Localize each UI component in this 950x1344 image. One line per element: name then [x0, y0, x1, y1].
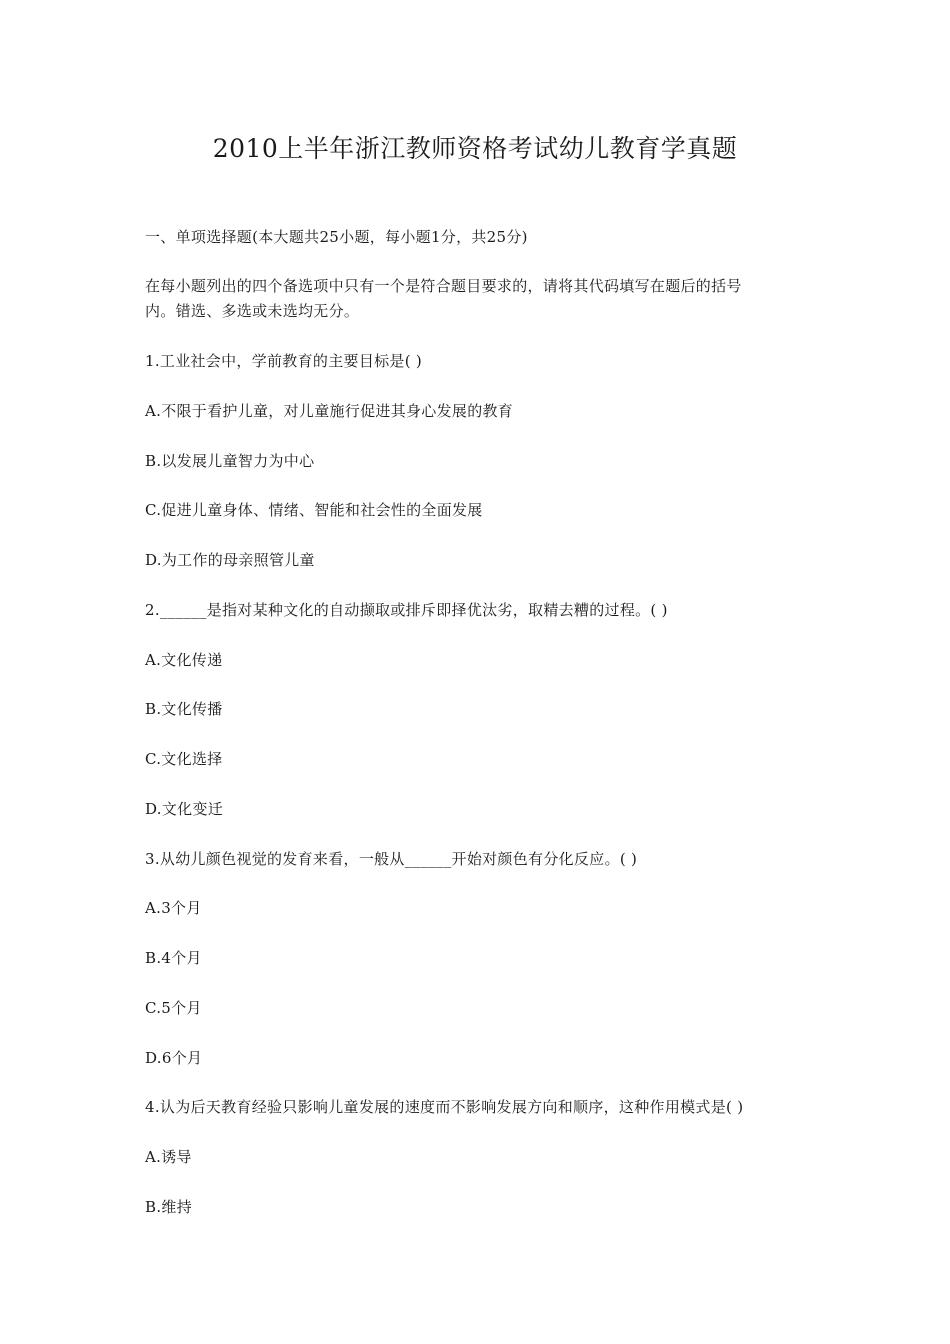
question-1-option-a: A.不限于看护儿童，对儿童施行促进其身心发展的教育: [145, 402, 514, 420]
question-2-option-a: A.文化传递: [145, 651, 223, 669]
question-1-option-d: D.为工作的母亲照管儿童: [145, 551, 315, 569]
question-1-stem: 1.工业社会中，学前教育的主要目标是( ): [145, 352, 423, 370]
question-2-option-b: B.文化传播: [145, 700, 223, 718]
question-3-option-d: D.6个月: [145, 1049, 203, 1067]
question-3-option-b: B.4个月: [145, 949, 202, 967]
question-3-stem: 3.从幼儿颜色视觉的发育来看，一般从______开始对颜色有分化反应。( ): [145, 850, 638, 868]
question-3-option-a: A.3个月: [145, 899, 202, 917]
document-title: 2010上半年浙江教师资格考试幼儿教育学真题: [212, 134, 738, 163]
question-1-option-b: B.以发展儿童智力为中心: [145, 452, 315, 470]
question-3-option-c: C.5个月: [145, 999, 202, 1017]
question-1-option-c: C.促进儿童身体、情绪、智能和社会性的全面发展: [145, 501, 483, 519]
question-4-stem: 4.认为后天教育经验只影响儿童发展的速度而不影响发展方向和顺序，这种作用模式是( ): [145, 1098, 744, 1116]
section-heading: 一、单项选择题(本大题共25小题，每小题1分，共25分): [145, 228, 528, 246]
question-2-option-c: C.文化选择: [145, 750, 223, 768]
instructions-line-1: 在每小题列出的四个备选项中只有一个是符合题目要求的，请将其代码填写在题后的括号: [145, 277, 742, 295]
instructions-line-2: 内。错选、多选或未选均无分。: [145, 302, 360, 320]
question-2-stem: 2.______是指对某种文化的自动撷取或排斥即择优汰劣，取精去糟的过程。( ): [145, 601, 668, 619]
question-4-option-a: A.诱导: [145, 1148, 192, 1166]
question-4-option-b: B.维持: [145, 1198, 192, 1216]
question-2-option-d: D.文化变迁: [145, 800, 224, 818]
